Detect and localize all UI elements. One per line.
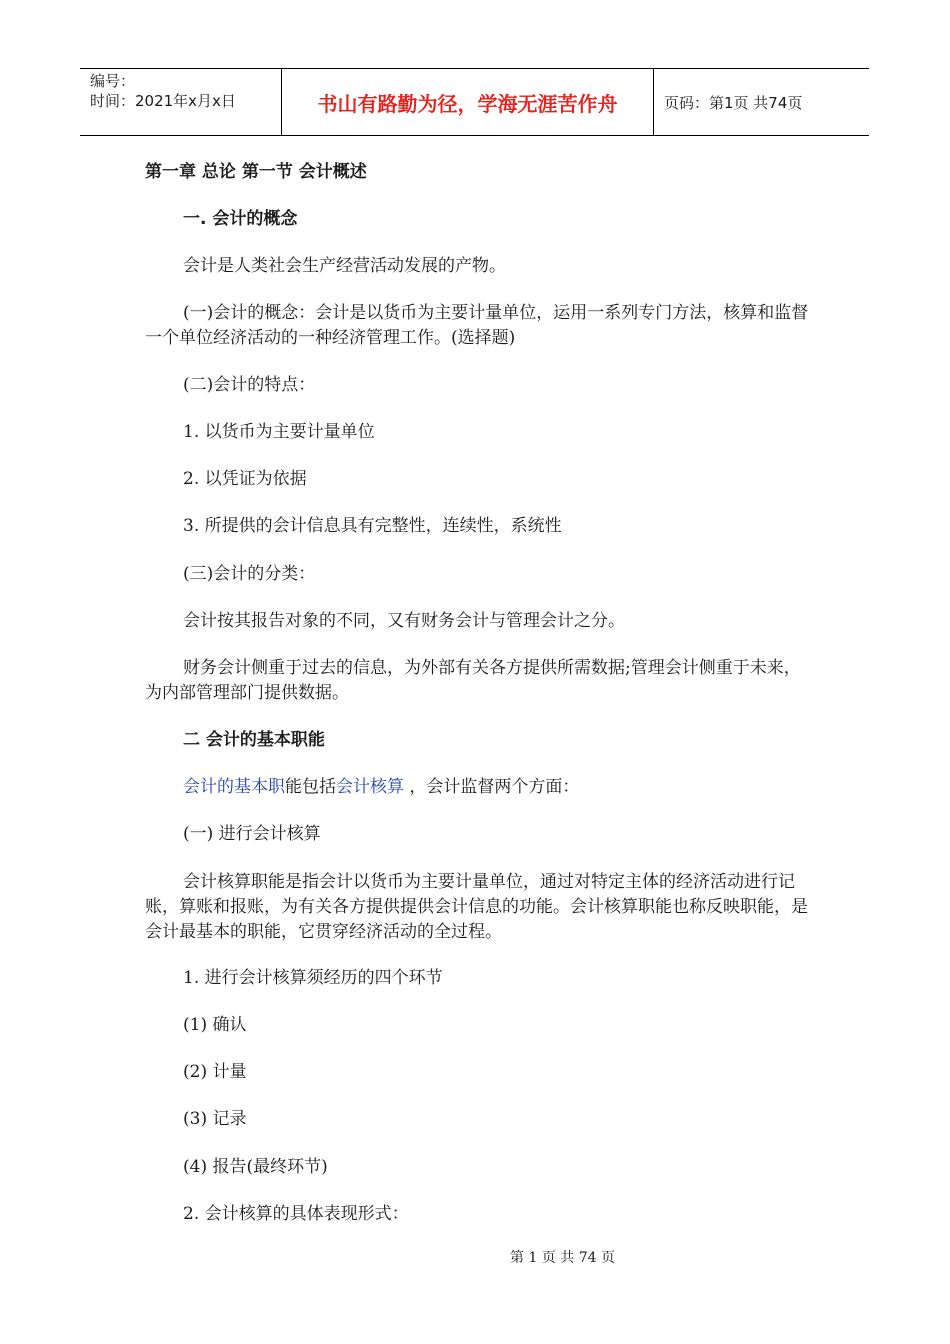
link-basic-functions[interactable]: 会计的基本职 bbox=[183, 777, 285, 797]
paragraph: (一)会计的概念：会计是以货币为主要计量单位，运用一系列专门方法，核算和监督一个单位经济活动的一种经济管理工作。(选择题) bbox=[145, 303, 809, 348]
section-title: 二 会计的基本职能 bbox=[183, 730, 325, 750]
list-item: 2. 以凭证为依据 bbox=[183, 469, 307, 489]
section-title: 一. 会计的概念 bbox=[183, 209, 298, 229]
chapter-title: 第一章 总论 第一节 会计概述 bbox=[145, 162, 367, 182]
header-meta bbox=[80, 69, 282, 135]
paragraph: (二)会计的特点： bbox=[183, 375, 316, 395]
paragraph: 会计按其报告对象的不同，又有财务会计与管理会计之分。 bbox=[183, 611, 625, 631]
list-item: 1. 进行会计核算须经历的四个环节 bbox=[183, 968, 443, 988]
list-item: 1. 以货币为主要计量单位 bbox=[183, 422, 375, 442]
paragraph-text: ，会计监督两个方面： bbox=[404, 777, 580, 797]
time-label: 时间：2021年x月x日 bbox=[90, 92, 236, 110]
paragraph: (三)会计的分类： bbox=[183, 564, 316, 584]
paragraph: (一) 进行会计核算 bbox=[183, 824, 321, 844]
list-item: 3. 所提供的会计信息具有完整性，连续性，系统性 bbox=[183, 516, 562, 536]
list-item: (2) 计量 bbox=[183, 1062, 247, 1082]
page-footer: 第 1 页 共 74 页 bbox=[510, 1250, 615, 1266]
list-item: (3) 记录 bbox=[183, 1109, 247, 1129]
paragraph: 财务会计侧重于过去的信息，为外部有关各方提供所需数据;管理会计侧重于未来，为内部管理部门提供数据。 bbox=[145, 658, 801, 703]
link-accounting[interactable]: 会计核算 bbox=[336, 777, 404, 797]
paragraph: 会计是人类社会生产经营活动发展的产物。 bbox=[183, 256, 506, 276]
paragraph bbox=[145, 775, 810, 800]
paragraph: 会计核算职能是指会计以货币为主要计量单位，通过对特定主体的经济活动进行记账，算账和报账，为有关各方提供提供会计信息的功能。会计核算职能也称反映职能，是会计最基本的职能，它贯穿经济活动的全过程。 bbox=[145, 872, 808, 942]
header-page-info: 页码：第1页 共74页 bbox=[664, 93, 803, 112]
number-label: 编号： bbox=[90, 72, 136, 90]
list-item: (1) 确认 bbox=[183, 1015, 247, 1035]
paragraph-text: 能包括 bbox=[285, 777, 336, 797]
list-item: (4) 报告(最终环节) bbox=[183, 1157, 328, 1177]
page-header bbox=[80, 68, 869, 136]
list-item: 2. 会计核算的具体表现形式： bbox=[183, 1204, 409, 1224]
header-motto: 书山有路勤为径，学海无涯苦作舟 bbox=[282, 69, 654, 135]
